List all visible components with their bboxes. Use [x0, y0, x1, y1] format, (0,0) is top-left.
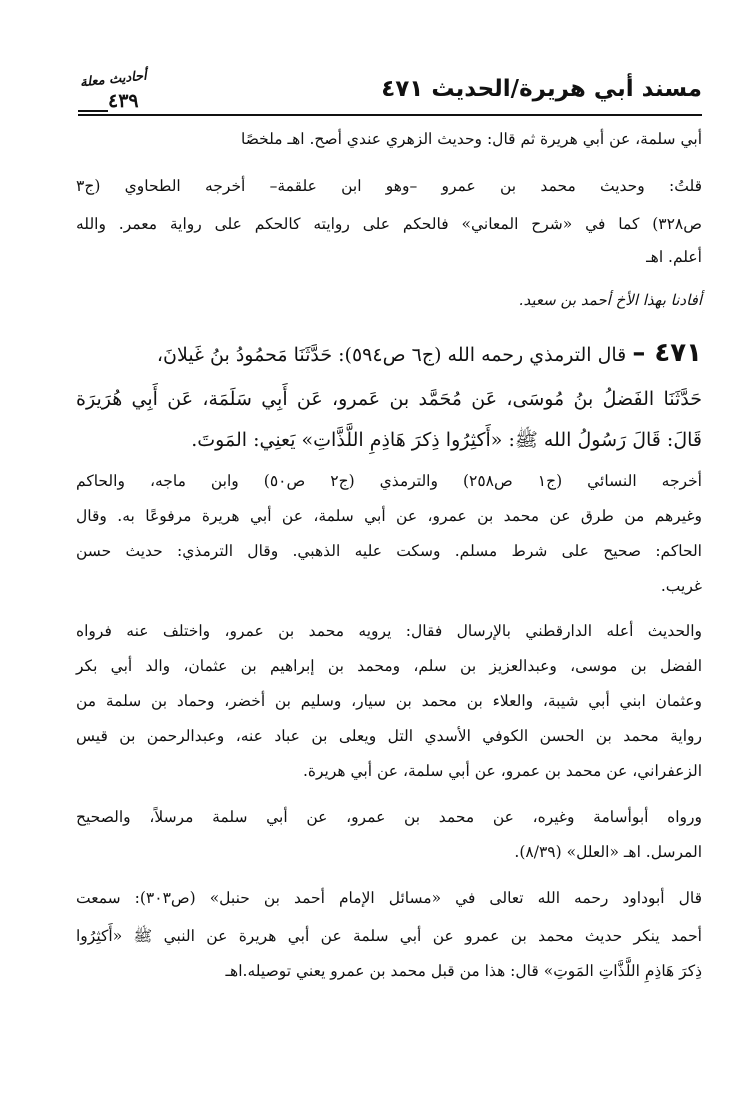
text-line: قلتُ: وحديث محمد بن عمرو –وهو ابن علقمة– أخرجه الطحاوي (ج٣ [76, 177, 702, 195]
text-line: غريب. [660, 577, 702, 595]
attribution-note: أفادنا بهذا الأخ أحمد بن سعيد. [518, 291, 702, 309]
hadith-line: قَالَ: قَالَ رَسُولُ الله ﷺ: «أَكثِرُوا ذِكرَ هَاذِمِ اللَّذَّاتِ» يَعنِي: المَوتَ. [191, 429, 702, 451]
text-line: الزعفراني، عن محمد بن عمرو، عن أبي سلمة، عن أبي هريرة. [302, 762, 702, 780]
text-line: أبي سلمة، عن أبي هريرة ثم قال: وحديث الزهري عندي أصح. اهـ ملخصًا [241, 130, 702, 148]
header-rule-short [78, 110, 108, 112]
text-line: أحمد ينكر حديث محمد بن عمرو عن أبي سلمة عن أبي هريرة عن النبي ﷺ «أَكثِرُوا [76, 927, 702, 945]
hadith-line [157, 338, 702, 370]
text-line: ورواه أبوأسامة وغيره، عن محمد بن عمرو، عن أبي سلمة مرسلاً، والصحيح [76, 808, 702, 826]
text-line: أخرجه النسائي (ج١ ص٢٥٨) والترمذي (ج٢ ص٥٠) وابن ماجه، والحاكم [76, 472, 702, 490]
text-line: ص٣٢٨) كما في «شرح المعاني» فالحكم على روايته كالحكم على رواية معمر. والله [76, 215, 702, 233]
book-title: أحاديث معلة [79, 68, 148, 91]
text-line: رواية محمد بن الحسن الكوفي الأسدي التل ويعلى بن عباد عنه، وعبدالرحمن بن قيس [76, 727, 702, 745]
text-line: وغيرهم من طرق عن محمد بن عمرو، عن أبي سلمة، عن أبي هريرة مرفوعًا به. وقال [76, 507, 702, 525]
page-number: ٤٣٩ [108, 90, 139, 112]
page-header [78, 70, 702, 122]
hadith-line: حَدَّثَنَا الفَضلُ بنُ مُوسَى، عَن مُحَمَّد بن عَمرو، عَن أَبِي سَلَمَة، عَن أَبِي هُرَيرَة [76, 388, 702, 410]
text-line: وعثمان ابني أبي شيبة، والعلاء بن محمد بن سيار، وسليم بن أخضر، وحماد بن سلمة من [76, 692, 702, 710]
text-line: المرسل. اهـ «العلل» (٨/٣٩). [514, 843, 702, 861]
text-line: ذِكرَ هَاذِمِ اللَّذَّاتِ المَوتِ» قال: هذا من قبل محمد بن عمرو يعني توصيله.اهـ [225, 962, 702, 980]
text-line: قال أبوداود رحمه الله تعالى في «مسائل الإمام أحمد بن حنبل» (ص٣٠٣): سمعت [76, 889, 702, 907]
hadith-text: قال الترمذي رحمه الله (ج٦ ص٥٩٤): حَدَّثَنَا مَحمُودُ بنُ غَيلانَ، [156, 344, 627, 366]
running-title: مسند أبي هريرة/الحديث ٤٧١ [381, 76, 702, 102]
text-line: الحاكم: صحيح على شرط مسلم. وسكت عليه الذهبي. وقال الترمذي: حديث حسن [76, 542, 702, 560]
text-line: أعلم. اهـ [646, 248, 702, 266]
header-rule [78, 114, 702, 116]
text-line: الفضل بن موسى، وعبدالعزيز بن سلم، ومحمد بن إبراهيم بن عثمان، والد أبي بكر [76, 657, 702, 675]
text-line: والحديث أعله الدارقطني بالإرسال فقال: يرويه محمد بن عمرو، واختلف عنه فرواه [76, 622, 702, 640]
hadith-number: ٤٧١ – [632, 338, 702, 368]
